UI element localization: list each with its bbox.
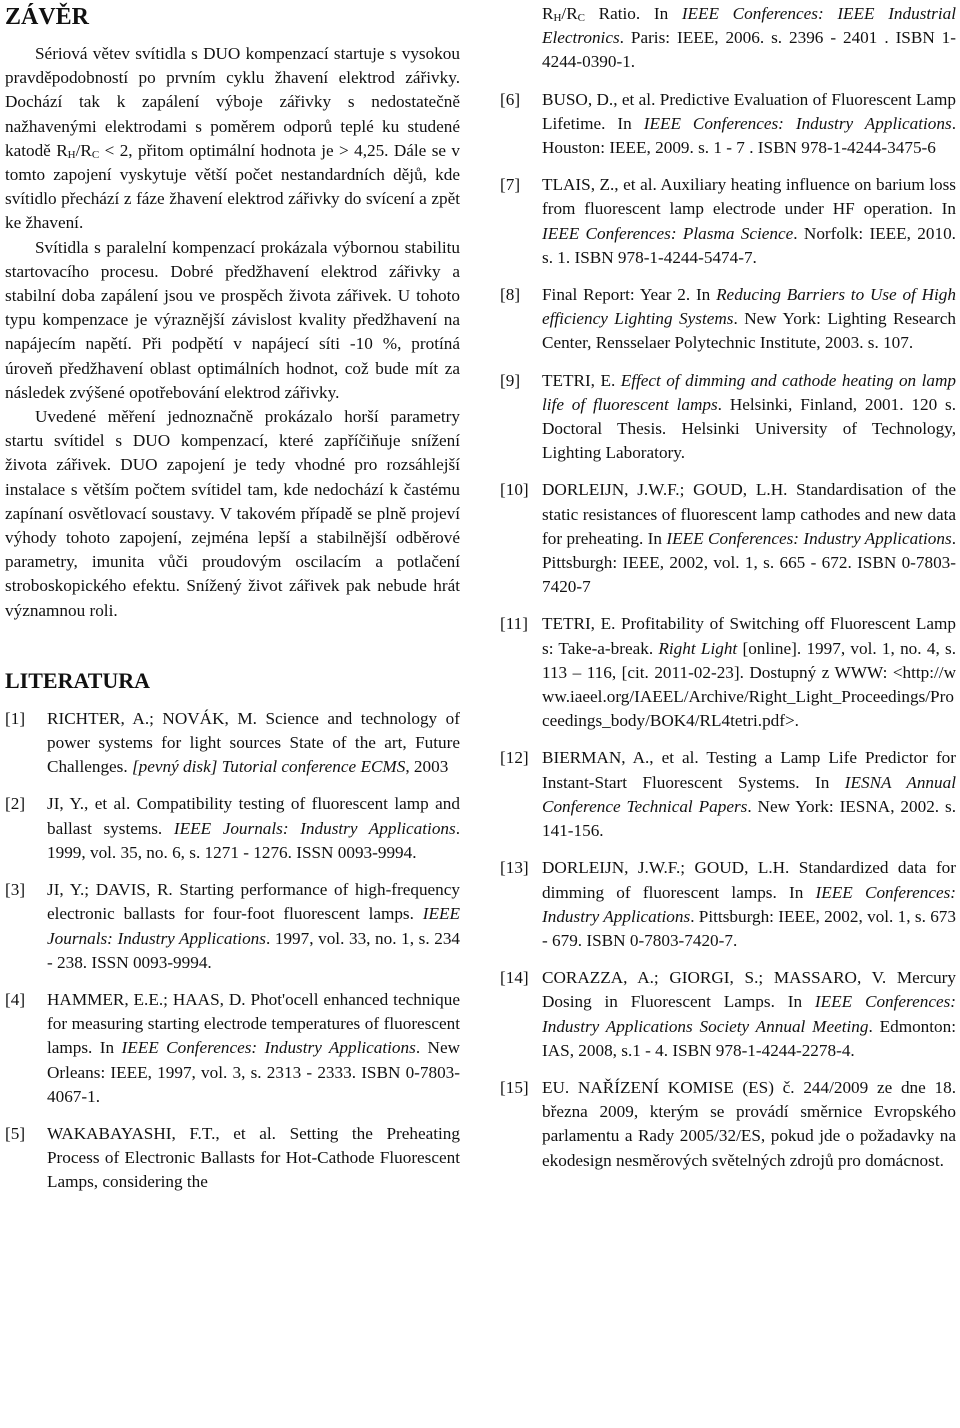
reference-2: [2] JI, Y., et al. Compatibility testing of fluorescent lamp and ballast systems. IEEE Journals: Industry Applications. 1999, vol. 35, no. 6, s. 1271 - 1276. ISSN 0093-9994. — [5, 794, 460, 862]
conclusion-paragraph-1: Sériová větev svítidla s DUO kompenzací startuje s vysokou pravděpodobností po prvním cyklu žhavení elektrod zářivky. Dochází tak k zapálení výboje zářivky s nedostatečně nažhavenými elektrodami s poměrem odporů teplé ku studené katodě $R_H/R_C < 2$, přitom optimální hodnota je > 4,25. Dále se v tomto zapojení vyskytuje větší počet nestandardních dějů, kde svítidlo přechází z fáze žhavení elektrod zářivky do svícení a zpět ke žhavení. — [5, 44, 460, 233]
reference-6: [6] BUSO, D., et al. Predictive Evaluation of Fluorescent Lamp Lifetime. In IEEE Conferences: Industry Applications. Houston: IEEE, 2009. s. 1 - 7 . ISBN 978-1-4244-3475-6 — [500, 89, 956, 158]
reference-number: [14] — [500, 968, 529, 988]
reference-list-left — [5, 707, 460, 1195]
reference-3: [3] JI, Y.; DAVIS, R. Starting performance of high-frequency electronic ballasts for four-foot fluorescent lamps. IEEE Journals: Industry Applications. 1997, vol. 33, no. 1, s. 234 - 238. ISSN 0093-9994. — [5, 880, 461, 972]
reference-8: [8] Final Report: Year 2. In Reducing Barriers to Use of High efficiency Lighting Systems. New York: Lighting Research Center, Rensselaer Polytechnic Institute, 2003. s. 107. — [500, 285, 956, 353]
reference-number: [12] — [500, 748, 529, 768]
reference-number: [4] — [5, 989, 26, 1009]
reference-number: [8] — [500, 285, 521, 305]
reference-9: [9] TETRI, E. Effect of dimming and cathode heating on lamp life of fluorescent lamps. Helsinki, Finland, 2001. 120 s. Doctoral Thesis. Helsinki University of Technology, Lighting Laboratory. — [500, 370, 957, 463]
reference-number: [6] — [500, 89, 521, 109]
reference-number: [1] — [5, 708, 26, 728]
conclusion-heading: ZÁVĚR — [5, 4, 90, 30]
reference-number: [15] — [500, 1077, 529, 1097]
reference-number: [13] — [500, 858, 529, 878]
right-column — [500, 0, 956, 1186]
conclusion-paragraph-3: Uvedené měření jednoznačně prokázalo horší parametry startu svítidel s DUO kompenzací, které zapříčiňuje snížení života zářivek. DUO zapojení je tedy vhodné pro rozsáhlejší instalace s větším počtem svítidel tam, kde nedochází k častému zapínaní osvětlovací soustavy. V takovém případě se plně projeví výhody tohoto zapojení, zejména lepší a stabilnější odběrové parametry, imunita vůči proudovým oscilacím a potlačení stroboskopického efektu. Snížený život zářivek pak nebude hrát významnou roli. — [5, 407, 460, 620]
reference-number: [11] — [500, 614, 528, 634]
reference-4: [4] HAMMER, E.E.; HAAS, D. Phot'ocell enhanced technique for measuring starting electrode temperatures of fluorescent lamps. In IEEE Conferences: Industry Applications. New Orleans: IEEE, 1997, vol. 3, s. 2313 - 2333. ISBN 0-7803-4067-1. — [5, 989, 460, 1106]
reference-15: [15] EU. NAŘÍZENÍ KOMISE (ES) č. 244/2009 ze dne 18. března 2009, kterým se provádí směrnice Evropského parlamentu a Rady 2005/32/ES, pokud jde o požadavky na ekodesign nesměrových světelných zdrojů pro domácnost. — [500, 1077, 956, 1170]
reference-number: [5] — [5, 1123, 26, 1143]
reference-10: [10] DORLEIJN, J.W.F.; GOUD, L.H. Standardisation of the static resistances of fluorescent lamp cathodes and new data for preheating. In IEEE Conferences: Industry Applications. Pittsburgh: IEEE, 2002, vol. 1, s. 665 - 672. ISBN 0-7803-7420-7 — [500, 480, 956, 597]
reference-number: [7] — [500, 175, 521, 195]
reference-number: [3] — [5, 880, 26, 900]
left-column — [5, 0, 460, 1208]
reference-13: [13] DORLEIJN, J.W.F.; GOUD, L.H. Standardized data for dimming of fluorescent lamps. In IEEE Conferences: Industry Applications. Pittsburgh: IEEE, 2002, vol. 1, s. 673 - 679. ISBN 0-7803-7420-7. — [500, 858, 956, 950]
literature-heading: LITERATURA — [5, 667, 151, 693]
reference-11: [11] TETRI, E. Profitability of Switching off Fluorescent Lamps: Take-a-break. Right Light [online]. 1997, vol. 1, no. 4, s. 113 – 116, [cit. 2011-02-23]. Dostupný z WWW: <http://www.iaeel.org/IAEEL/Archive/Right_Light_Proceedings/Proceedings_body/BOK4/RL4tetri.pdf>. — [500, 614, 956, 731]
reference-12: [12] BIERMAN, A., et al. Testing a Lamp Life Predictor for Instant-Start Fluorescent Systems. In IESNA Annual Conference Technical Papers. New York: IESNA, 2002. s. 141-156. — [500, 748, 956, 841]
reference-number: [10] — [500, 480, 529, 500]
reference-number: [2] — [5, 794, 26, 814]
reference-7: [7] TLAIS, Z., et al. Auxiliary heating influence on barium loss from fluorescent lamp electrode under HF operation. In IEEE Conferences: Plasma Science. Norfolk: IEEE, 2010. s. 1. ISBN 978-1-4244-5474-7. — [500, 175, 956, 267]
conclusion-paragraph-2: Svítidla s paralelní kompenzací prokázala výbornou stabilitu startovacího procesu. Dobré předžhavení elektrod zářivky a stabilní doba zapálení jsou ve prospěch života zářivek. U tohoto typu kompenzace je výraznější závislost kvality předžhavení na napájecím napětí. Při podpětí v napájecí síti -10 %, protíná úroveň předžhavení oblast optimálních hodnot, což bude mít za následek zvýšené opotřebování elektrod zářivky. — [5, 237, 460, 402]
reference-5-continued: $R_H/R_C$ Ratio. In IEEE Conferences: IEEE Industrial Electronics. Paris: IEEE, 2006. s. 2396 - 2401 . ISBN 1-4244-0390-1. — [542, 4, 956, 72]
reference-14: [14] CORAZZA, A.; GIORGI, S.; MASSARO, V. Mercury Dosing in Fluorescent Lamps. In IEEE Conferences: Industry Applications Society Annual Meeting. Edmonton: IAS, 2008, s.1 - 4. ISBN 978-1-4244-2278-4. — [500, 968, 957, 1060]
reference-number: [9] — [500, 370, 521, 390]
reference-5: [5] WAKABAYASHI, F.T., et al. Setting the Preheating Process of Electronic Ballasts for Hot-Cathode Fluorescent Lamps, considering the — [5, 1123, 460, 1192]
reference-1: [1] RICHTER, A.; NOVÁK, M. Science and technology of power systems for light sources State of the art, Future Challenges. [pevný disk] Tutorial conference ECMS, 2003 — [5, 708, 460, 777]
